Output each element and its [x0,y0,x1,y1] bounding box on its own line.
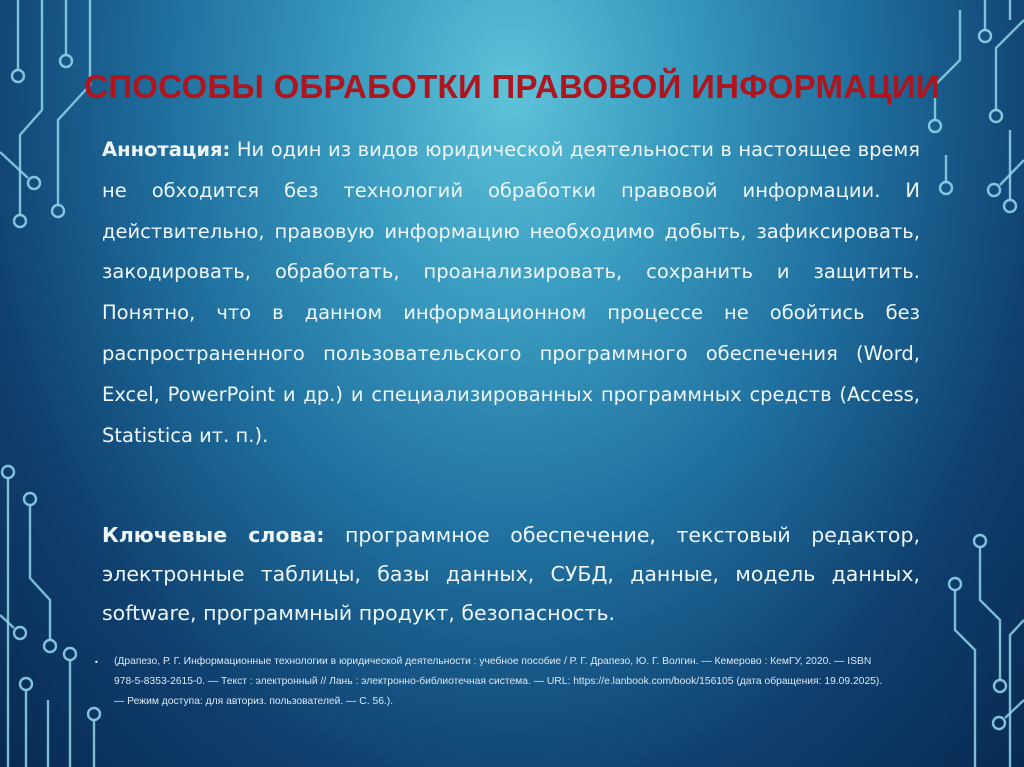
keywords-paragraph [102,516,920,633]
keywords-text: программное обеспечение, текстовый редактор, электронные таблицы, базы данных, СУБД, данные, модель данных, software, программный продукт, безопасность. [102,523,921,625]
slide-title: СПОСОБЫ ОБРАБОТКИ ПРАВОВОЙ ИНФОРМАЦИИ [84,68,940,105]
annotation-label: Аннотация: [102,138,231,161]
annotation-text: Ни один из видов юридической деятельности в настоящее время не обходится без технологий обработки правовой информации. И действительно, правовую информацию необходимо добыть, зафиксировать, закодировать, обработать, проанализировать, сохранить и защитить. Понятно, что в данном информационном процессе не обойтись без распространенного пользовательского программного обеспечения (Word, Excel, PowerPoint и др.) и специализированных программных средств (Access, Statistica ит. п.). [102,138,920,447]
keywords-label: Ключевые слова: [102,523,325,547]
annotation-paragraph [102,130,920,456]
reference-citation: (Драпезо, Р. Г. Информационные технологии в юридической деятельности : учебное пособие / Р. Г. Драпезо, Ю. Г. Волгин. — Кемерово : КемГУ, 2020. — ISBN 978-5-8353-2615-0. — Текст : электронный // Лань : электронно-библиотечная система. — URL: https://e.lanbook.com/book/156105 (дата обращения: 19.09.2025). — Режим доступа: для авториз. пользователей. — С. 56.). [114,656,883,707]
bullet-icon: • [94,658,99,667]
